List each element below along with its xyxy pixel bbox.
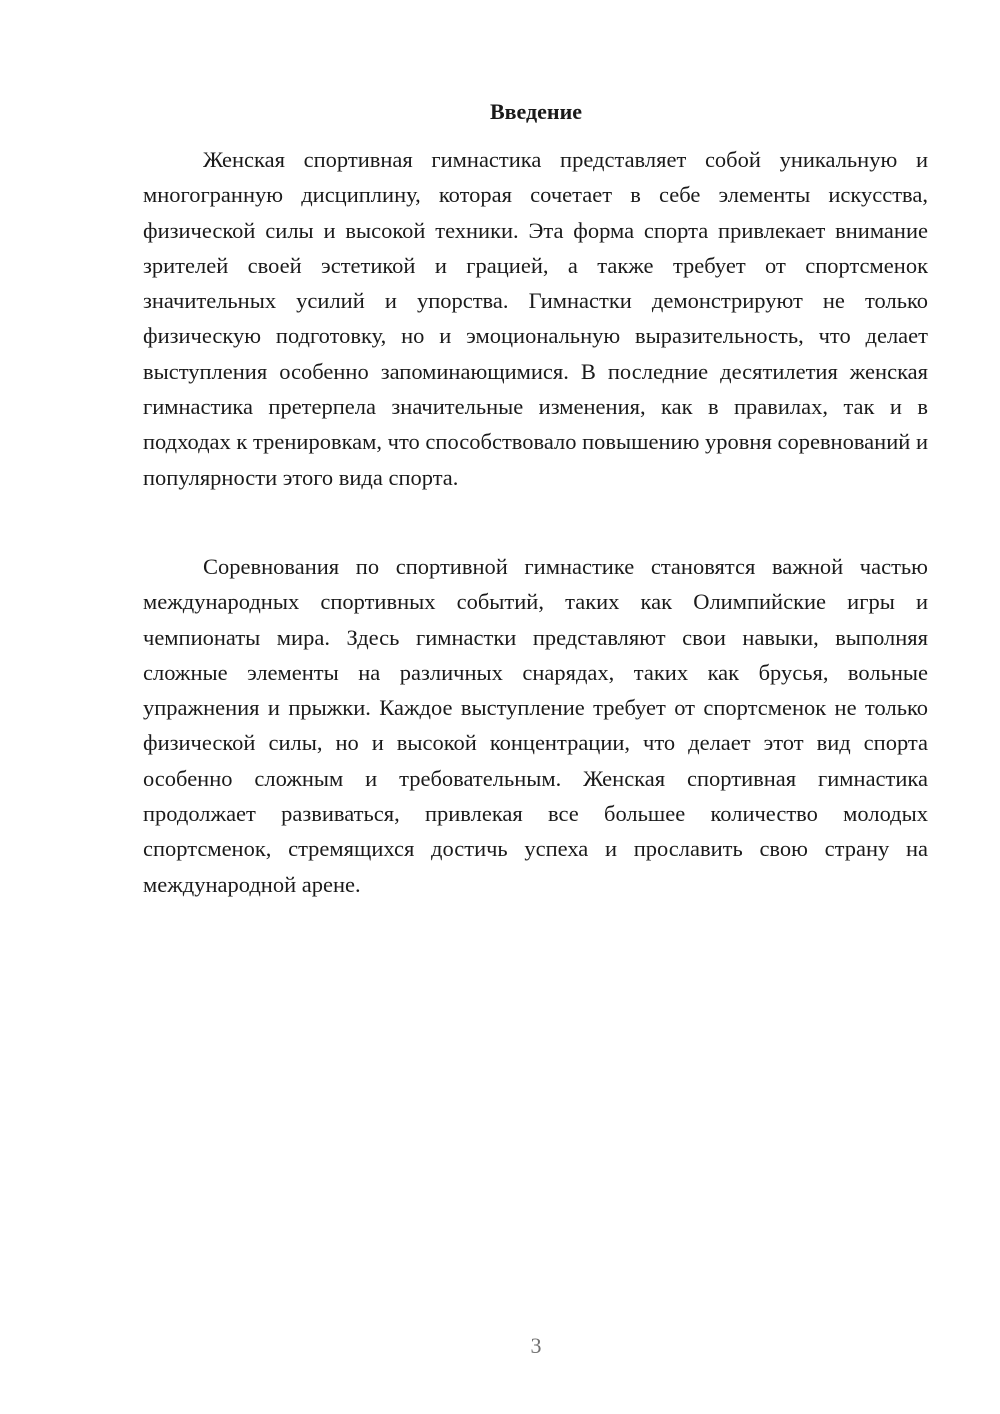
section-heading: Введение [489,99,583,124]
paragraph-intro: Женская спортивная гимнастика представляет собой уникальную и многогранную дисциплину, которая сочетает в себе элементы искусства, физической силы и высокой техники. Эта форма спорта привлекает внимание зрителей своей эстетикой и грацией, а также требует от спортсменок значительных усилий и упорства. Гимнастки демонстрируют не только физическую подготовку, но и эмоциональную выразительность, что делает выступления особенно запоминающимися. В последние десятилетия женская гимнастика претерпела значительные изменения, как в правилах, так и в подходах к тренировкам, что способствовало повышению уровня соревнований и популярности этого вида спорта. [143,147,928,490]
page-number: 3 [530,1333,542,1358]
paragraph-competitions: Соревнования по спортивной гимнастике становятся важной частью международных спортивных событий, таких как Олимпийские игры и чемпионаты мира. Здесь гимнастки представляют свои навыки, выполняя сложные элементы на различных снарядах, таких как брусья, вольные упражнения и прыжки. Каждое выступление требует от спортсменок не только физической силы, но и высокой концентрации, что делает этот вид спорта особенно сложным и требовательным. Женская спортивная гимнастика продолжает развиваться, привлекая все большее количество молодых спортсменок, стремящихся достичь успеха и прославить свою страну на международной арене. [143,554,928,897]
